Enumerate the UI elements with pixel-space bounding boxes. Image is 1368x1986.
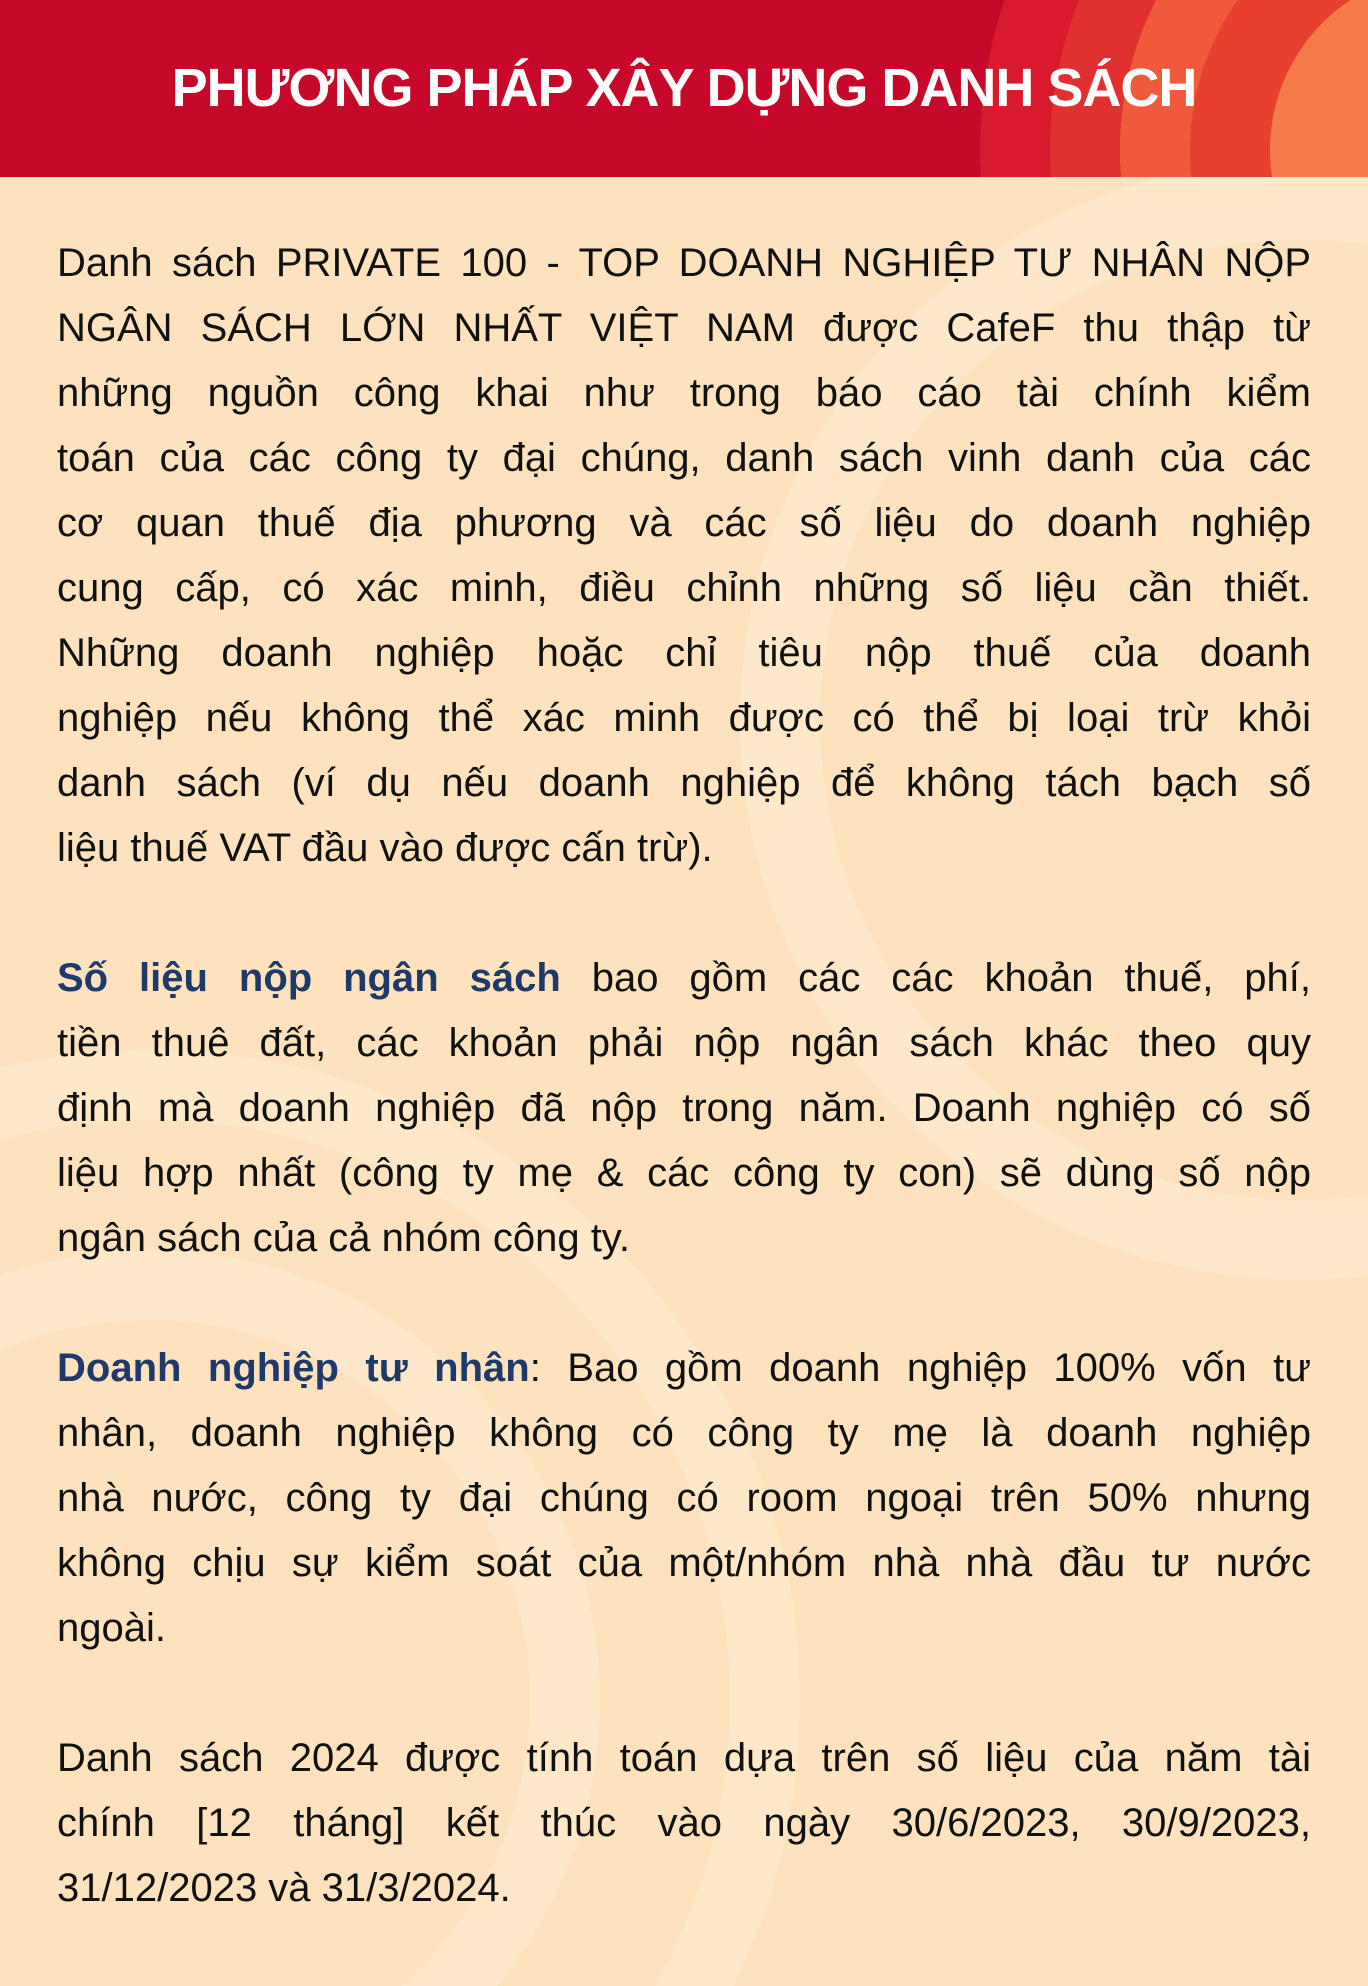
text-line [57, 1791, 1311, 1856]
paragraph [57, 946, 1311, 1271]
line-text: cơ quan thuế địa phương và các số liệu do doanh nghiệp [57, 501, 1311, 545]
text-line [57, 361, 1311, 426]
text-line [57, 1206, 1311, 1271]
page-title: PHƯƠNG PHÁP XÂY DỰNG DANH SÁCH [171, 58, 1197, 118]
line-text: những nguồn công khai như trong báo cáo tài chính kiểm [57, 371, 1311, 415]
text-line [57, 1726, 1311, 1791]
line-text: NGÂN SÁCH LỚN NHẤT VIỆT NAM được CafeF thu thập từ [57, 306, 1311, 350]
line-text: không chịu sự kiểm soát của một/nhóm nhà nhà đầu tư nước [57, 1541, 1311, 1585]
text-line [57, 1596, 1311, 1661]
line-text: chính [12 tháng] kết thúc vào ngày 30/6/2023, 30/9/2023, [57, 1801, 1311, 1845]
text-line [57, 1141, 1311, 1206]
text-line [57, 296, 1311, 361]
line-text: liệu hợp nhất (công ty mẹ & các công ty con) sẽ dùng số nộp [57, 1151, 1311, 1195]
text-line [57, 1401, 1311, 1466]
text-line [57, 1466, 1311, 1531]
text-line [57, 1076, 1311, 1141]
line-text: toán của các công ty đại chúng, danh sách vinh danh của các [57, 436, 1311, 480]
text-line [57, 1856, 1311, 1921]
body-text [57, 231, 1311, 1921]
line-text: ngoài. [57, 1606, 166, 1650]
line-text: liệu thuế VAT đầu vào được cấn trừ). [57, 826, 713, 870]
line-text: Danh sách 2024 được tính toán dựa trên số liệu của năm tài [57, 1736, 1311, 1780]
line-text: định mà doanh nghiệp đã nộp trong năm. Doanh nghiệp có số [57, 1086, 1311, 1130]
paragraph [57, 1726, 1311, 1921]
line-text: tiền thuê đất, các khoản phải nộp ngân sách khác theo quy [57, 1021, 1311, 1065]
text-line [57, 751, 1311, 816]
paragraph-lead: Doanh nghiệp tư nhân [57, 1346, 530, 1390]
text-line [57, 946, 1311, 1011]
line-text: Những doanh nghiệp hoặc chỉ tiêu nộp thuế của doanh [57, 631, 1311, 675]
header-banner [0, 0, 1368, 177]
line-text: : Bao gồm doanh nghiệp 100% vốn tư [529, 1346, 1311, 1390]
text-line [57, 1531, 1311, 1596]
paragraph [57, 1336, 1311, 1661]
text-line [57, 426, 1311, 491]
paragraph-lead: Số liệu nộp ngân sách [57, 956, 561, 1000]
line-text: nhân, doanh nghiệp không có công ty mẹ là doanh nghiệp [57, 1411, 1311, 1455]
line-text: 31/12/2023 và 31/3/2024. [57, 1866, 511, 1910]
line-text: Danh sách PRIVATE 100 - TOP DOANH NGHIỆP TƯ NHÂN NỘP [57, 241, 1311, 285]
paragraph [57, 231, 1311, 881]
line-text: danh sách (ví dụ nếu doanh nghiệp để không tách bạch số [57, 761, 1311, 805]
line-text: ngân sách của cả nhóm công ty. [57, 1216, 630, 1260]
text-line [57, 1336, 1311, 1401]
text-line [57, 686, 1311, 751]
text-line [57, 1011, 1311, 1076]
line-text: nhà nước, công ty đại chúng có room ngoại trên 50% nhưng [57, 1476, 1311, 1520]
line-text: bao gồm các các khoản thuế, phí, [560, 956, 1311, 1000]
text-line [57, 816, 1311, 881]
line-text: cung cấp, có xác minh, điều chỉnh những số liệu cần thiết. [57, 566, 1311, 610]
text-line [57, 556, 1311, 621]
text-line [57, 231, 1311, 296]
line-text: nghiệp nếu không thể xác minh được có thể bị loại trừ khỏi [57, 696, 1311, 740]
text-line [57, 491, 1311, 556]
text-line [57, 621, 1311, 686]
